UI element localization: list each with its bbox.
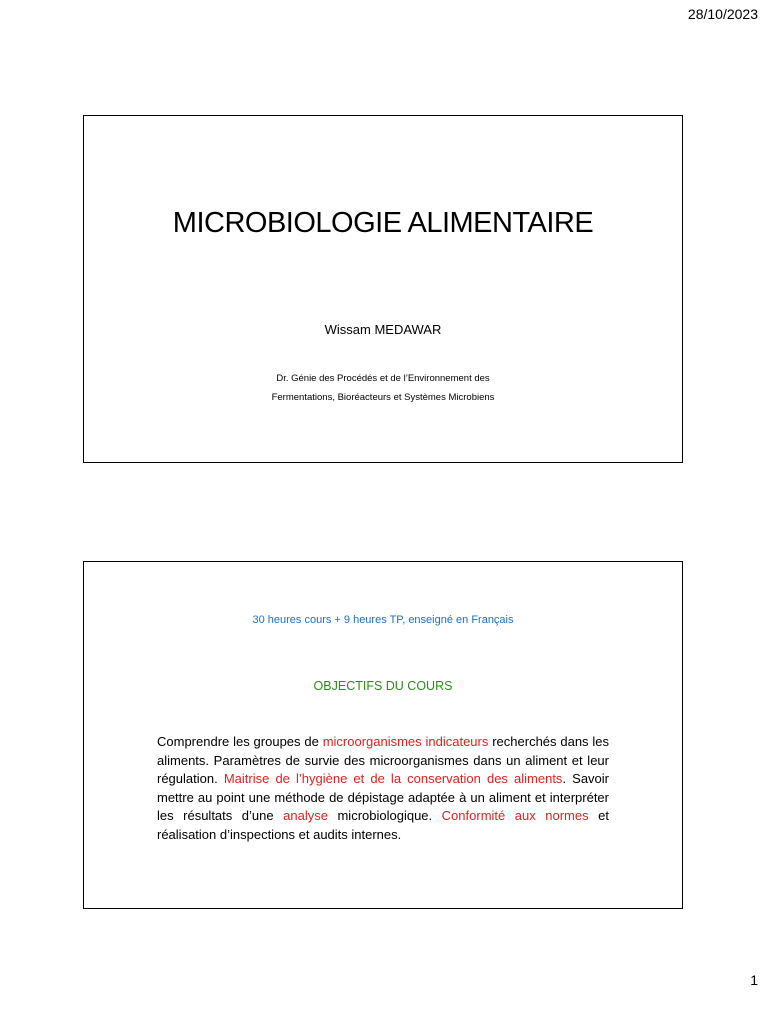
objectives-highlight-segment: analyse [283,808,328,823]
objectives-slide [83,561,683,909]
objectives-heading: OBJECTIFS DU COURS [313,679,453,693]
author-name: Wissam MEDAWAR [324,322,442,337]
objectives-text-segment: . Savoir mettre au point une méthode de dépistage adaptée à un aliment et interpréter les résultats d’une [157,771,610,823]
objectives-text-segment: recherchés dans les aliments. Paramètres de survie des microorganismes dans un aliment et leur régulation. [157,734,610,786]
objectives-text-segment: microbiologique. [327,808,442,823]
credentials-line-2: Fermentations, Bioréacteurs et Systèmes Microbiens [271,392,495,403]
slide-title: MICROBIOLOGIE ALIMENTAIRE [172,207,594,239]
objectives-highlight-segment: Conformité aux normes [441,808,589,823]
objectives-paragraph [157,733,609,844]
page-number: 1 [750,972,758,988]
author-credentials [84,369,682,407]
objectives-highlight-segment: microorganismes indicateurs [322,734,489,749]
course-hours: 30 heures cours + 9 heures TP, enseigné en Français [252,614,514,626]
page-date: 28/10/2023 [687,6,758,22]
objectives-highlight-segment: Maitrise de l’hygiène et de la conservation des aliments [223,771,563,786]
credentials-line-1: Dr. Génie des Procédés et de l’Environnement des [276,373,490,384]
title-slide [83,115,683,463]
objectives-text-segment: Comprendre les groupes de [157,734,323,749]
objectives-text-segment: et réalisation d’inspections et audits internes. [157,808,609,842]
